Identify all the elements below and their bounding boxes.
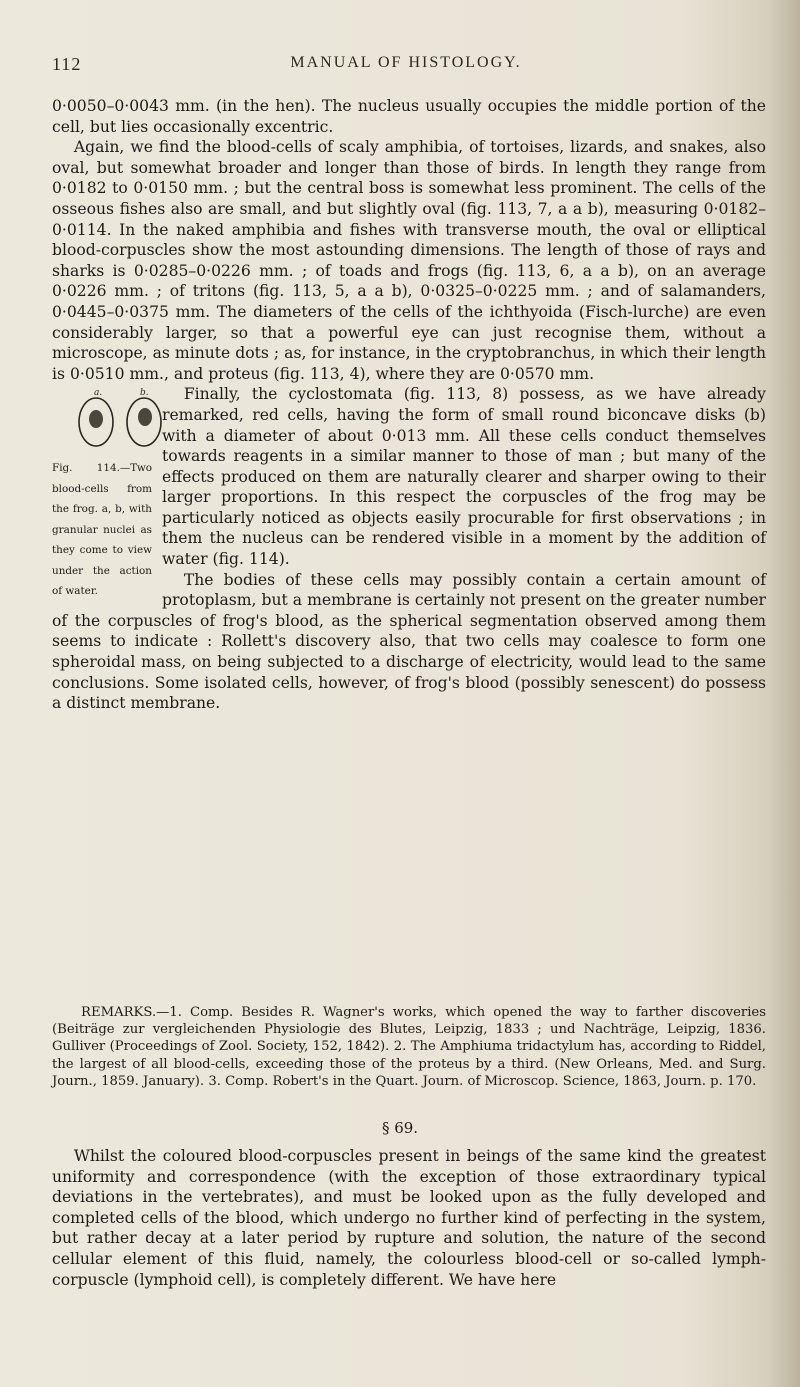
figure-caption: Fig. 114.—Two blood-cells from the frog. a, b, with granular nuclei as they come to view under the action of water. [52,461,152,598]
section-text [52,1146,766,1290]
section-heading: § 69. [381,1119,419,1137]
paragraph-3 [52,384,766,598]
paragraph-2: Again, we find the blood-cells of scaly amphibia, of tortoises, lizards, and snakes, also oval, but somewhat broader and longer than those of birds. In length they range from 0·0182 to 0·0150 mm. ; but the central boss is somewhat less prominent. The cells of the osseous fishes also are small, and but slightly oval (fig. 113, 7, a a b), measuring 0·0182–0·0114. In the naked amphibia and fishes with transverse mouth, the oval or elliptical blood-corpuscles show the most astounding dimensions. The length of those of rays and sharks is 0·0285–0·0226 mm. ; of toads and frogs (fig. 113, 6, a a b), on an average 0·0226 mm. ; of tritons (fig. 113, 5, a a b), 0·0325–0·0225 mm. ; and of salamanders, 0·0445–0·0375 mm. The diameters of the cells of the ichthyoida (Fisch-lurche) are even considerably larger, so that a powerful eye can just recognise them, without a microscope, as minute dots ; as, for instance, in the cryptobranchus, in which their length is 0·0510 mm., and proteus (fig. 113, 4), where they are 0·0570 mm. [52,138,766,383]
section-paragraph: Whilst the coloured blood-corpuscles present in beings of the same kind the greatest uniformity and correspondence (with the exception of those extraordinary typical deviations in the vertebrates), and must be looked upon as the fully developed and completed cells of the blood, which undergo no further kind of perfecting in the system, but rather decay at a later period by rupture and solution, the nature of the second cellular element of this fluid, namely, the colourless blood-cell or so-called lymph-corpuscle (lymphoid cell), is completely different. We have here [52,1147,766,1289]
figure-label-a: a. [93,388,103,399]
cell-a-nucleus [89,410,103,428]
cell-b-nucleus [138,408,152,426]
main-text [52,96,766,714]
running-title: MANUAL OF HISTOLOGY. [290,54,522,71]
page-number: 112 [52,54,82,74]
paragraph-4: The bodies of these cells may possibly contain a certain amount of protoplasm, but a membrane is certainly not present on the greater number of the corpuscles of frog's blood, as the spherical segmentation observed among them seems to indicate : Rollett's discovery also, that two cells may coalesce to form one spheroidal mass, on being subjected to a discharge of electricity, would lead to the same conclusions. Some isolated cells, however, of frog's blood (possibly senescent) do possess a distinct membrane. [52,570,766,713]
paragraph-1: 0·0050–0·0043 mm. (in the hen). The nucleus usually occupies the middle portion of the cell, but lies occasionally excentric. [52,97,766,136]
remarks-text: REMARKS.—1. Comp. Besides R. Wagner's works, which opened the way to farther discoveries (Beiträge zur vergleichenden Physiologie des Blutes, Leipzig, 1833 ; und Nachträge, Leipzig, 1836. Gulliver (Proceedings of Zool. Society, 152, 1842). 2. The Amphiuma tridactylum has, according to Riddel, the largest of all blood-cells, exceeding those of the proteus by a third. (New Orleans, Med. and Surg. Journ., 1859. January). 3. Comp. Robert's in the Quart. Journ. of Microscop. Science, 1863, Journ. p. 170. [52,1005,766,1089]
paragraph-3-text: Finally, the cyclostomata (fig. 113, 8) possess, as we have already remarked, red cells, having the form of small round biconcave disks (b) with a diameter of about 0·013 mm. All these cells conduct themselves towards reagents in a similar manner to those of man ; but many of the effects produced on them are naturally clearer and sharper owing to their larger proportions. In this respect the corpuscles of the frog may be particularly noticed as objects easily procurable for first observations ; in them the nucleus can be rendered visible in a moment by the addition of water (fig. 114). [162,385,766,569]
blood-cells-illustration [74,386,174,450]
remarks-notes [52,1004,766,1090]
figure-114 [52,386,152,600]
figure-label-b: b. [139,388,149,399]
page-header [52,54,760,78]
